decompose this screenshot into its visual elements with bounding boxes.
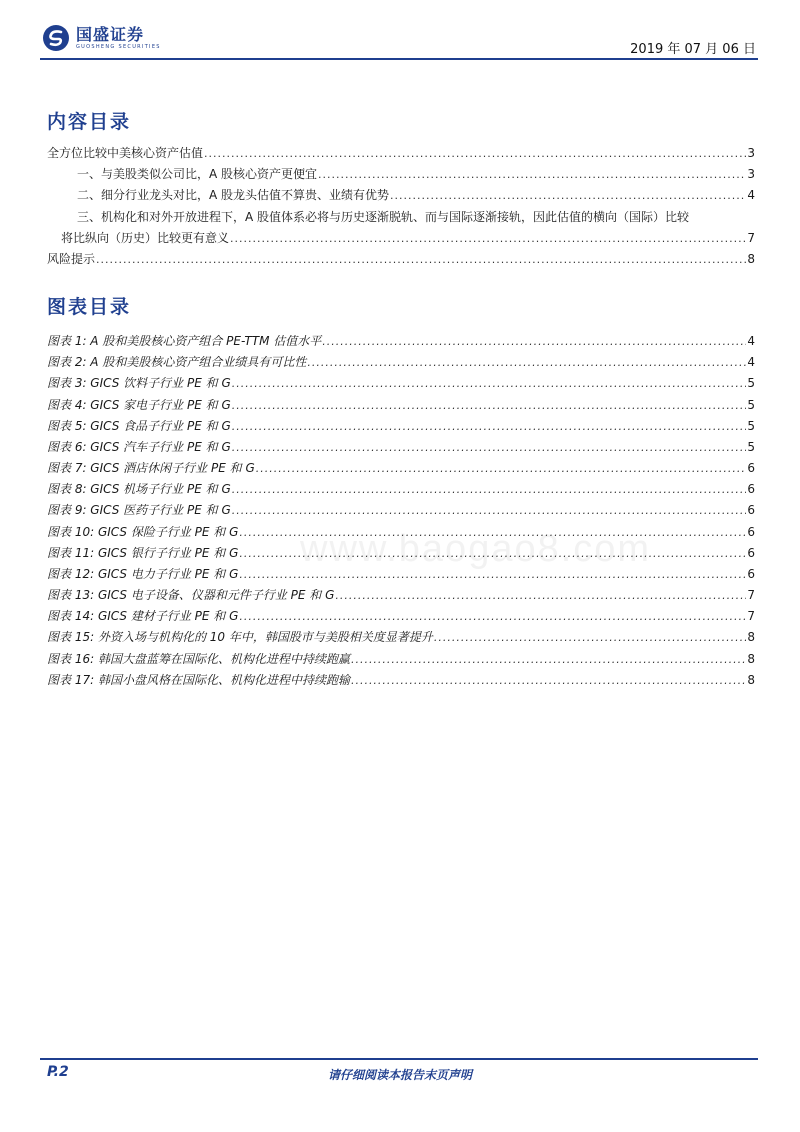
figure-list-item[interactable] <box>47 331 755 352</box>
toc-item-label: 风险提示 <box>47 251 96 266</box>
guosheng-logo-icon <box>42 24 70 52</box>
figure-item-page: 5 <box>747 439 755 454</box>
figure-list-item[interactable] <box>47 437 755 458</box>
dot-leader <box>230 228 746 249</box>
figure-item-page: 8 <box>747 651 755 666</box>
page-number: P.2 <box>47 1064 69 1080</box>
figure-item-page: 6 <box>747 461 755 476</box>
dot-leader <box>96 249 746 270</box>
toc-item-label: 一、与美股类似公司比，A 股核心资产更便宜 <box>77 167 318 182</box>
dot-leader <box>322 331 746 352</box>
toc-item-label: 二、细分行业龙头对比，A 股龙头估值不算贵、业绩有优势 <box>77 188 390 203</box>
dot-leader <box>232 500 747 521</box>
figure-item-page: 4 <box>747 355 755 370</box>
figure-item-page: 4 <box>747 334 755 348</box>
figure-list-item[interactable] <box>47 606 755 627</box>
toc-item-label: 全方位比较中美核心资产估值 <box>47 146 204 160</box>
brand-name-en: GUOSHENG SECURITIES <box>76 43 161 50</box>
figure-item-label: 图表 2: A 股和美股核心资产组合业绩具有可比性 <box>47 355 307 370</box>
figure-item-page: 7 <box>747 588 755 603</box>
figure-item-label: 图表 3: GICS 饮料子行业 PE 和 G <box>47 376 231 391</box>
toc-item-page: 3 <box>747 167 755 182</box>
figure-list-title: 图表目录 <box>47 296 132 318</box>
figure-item-label: 图表 4: GICS 家电子行业 PE 和 G <box>47 397 231 412</box>
figure-list-item[interactable] <box>47 500 755 521</box>
figure-item-label: 图表 17: 韩国小盘风格在国际化、机构化进程中持续跑输 <box>47 672 350 687</box>
figure-item-label: 图表 14: GICS 建材子行业 PE 和 G <box>47 609 239 624</box>
figure-item-page: 5 <box>747 418 755 433</box>
toc-item-label-cont: 将比纵向（历史）比较更有意义 <box>61 230 230 245</box>
dot-leader <box>390 185 746 206</box>
dot-leader <box>351 649 746 670</box>
report-date: 2019 年 07 月 06 日 <box>630 42 756 57</box>
figure-list-item[interactable] <box>47 627 755 648</box>
figure-item-label: 图表 16: 韩国大盘蓝筹在国际化、机构化进程中持续跑赢 <box>47 651 350 666</box>
figure-list-item[interactable] <box>47 649 755 670</box>
toc-item[interactable] <box>47 207 755 228</box>
figure-list-item[interactable] <box>47 458 755 479</box>
figure-list-item[interactable] <box>47 416 755 437</box>
figure-item-page: 6 <box>747 524 755 539</box>
dot-leader <box>434 627 747 648</box>
dot-leader <box>256 458 747 479</box>
figure-item-page: 6 <box>747 482 755 497</box>
figure-list-item[interactable] <box>47 373 755 394</box>
toc-item[interactable] <box>47 185 755 206</box>
figure-item-page: 8 <box>747 630 755 645</box>
dot-leader <box>335 585 746 606</box>
page-header <box>40 22 758 62</box>
figure-item-label: 图表 7: GICS 酒店休闲子行业 PE 和 G <box>47 461 255 476</box>
header-divider <box>40 58 758 60</box>
figure-item-label: 图表 11: GICS 银行子行业 PE 和 G <box>47 545 239 560</box>
figure-item-label: 图表 1: A 股和美股核心资产组合 PE-TTM 估值水平 <box>47 334 322 348</box>
toc-item[interactable] <box>47 143 755 164</box>
figure-list-item[interactable] <box>47 670 755 691</box>
figure-item-page: 6 <box>747 566 755 581</box>
dot-leader <box>204 143 746 164</box>
figure-item-page: 6 <box>747 545 755 560</box>
figure-list-item[interactable] <box>47 479 755 500</box>
figure-item-page: 5 <box>747 397 755 412</box>
figure-list <box>47 331 755 691</box>
dot-leader <box>351 670 746 691</box>
disclaimer-note: 请仔细阅读本报告末页声明 <box>327 1068 472 1082</box>
dot-leader <box>239 606 746 627</box>
figure-item-page: 7 <box>747 609 755 624</box>
brand-name: 国盛证券 <box>76 24 145 44</box>
figure-item-label: 图表 15: 外资入场与机构化的 10 年中，韩国股市与美股相关度显著提升 <box>47 630 433 645</box>
figure-item-label: 图表 13: GICS 电子设备、仪器和元件子行业 PE 和 G <box>47 588 335 603</box>
toc-item-continuation[interactable] <box>47 228 755 249</box>
figure-item-label: 图表 10: GICS 保险子行业 PE 和 G <box>47 524 239 539</box>
toc-title: 内容目录 <box>47 111 132 133</box>
figure-item-label: 图表 8: GICS 机场子行业 PE 和 G <box>47 482 231 497</box>
toc-item[interactable] <box>47 164 755 185</box>
figure-list-item[interactable] <box>47 352 755 373</box>
toc-item-page: 3 <box>747 146 755 160</box>
figure-item-label: 图表 12: GICS 电力子行业 PE 和 G <box>47 566 239 581</box>
figure-item-page: 6 <box>747 503 755 518</box>
figure-item-label: 图表 6: GICS 汽车子行业 PE 和 G <box>47 439 231 454</box>
dot-leader <box>232 416 747 437</box>
toc-item-label: 三、机构化和对外开放进程下，A 股值体系必将与历史逐渐脱轨、而与国际逐渐接轨，因此估值的横向（国际）比较 <box>77 209 690 224</box>
dot-leader <box>232 373 747 394</box>
figure-item-label: 图表 5: GICS 食品子行业 PE 和 G <box>47 418 231 433</box>
watermark: www.baogao8.com <box>300 528 652 570</box>
brand-logo <box>42 24 161 52</box>
dot-leader <box>307 352 746 373</box>
dot-leader <box>232 437 747 458</box>
dot-leader <box>318 164 746 185</box>
footer-divider <box>40 1058 758 1060</box>
toc-item-page: 4 <box>747 188 755 203</box>
dot-leader <box>232 395 747 416</box>
figure-item-page: 8 <box>747 672 755 687</box>
figure-item-label: 图表 9: GICS 医药子行业 PE 和 G <box>47 503 231 518</box>
figure-list-item[interactable] <box>47 585 755 606</box>
toc-item-page: 7 <box>747 230 755 245</box>
toc-item-page: 8 <box>747 251 755 266</box>
toc-item[interactable] <box>47 249 755 270</box>
figure-list-item[interactable] <box>47 395 755 416</box>
table-of-contents <box>47 143 755 270</box>
figure-item-page: 5 <box>747 376 755 391</box>
dot-leader <box>232 479 747 500</box>
